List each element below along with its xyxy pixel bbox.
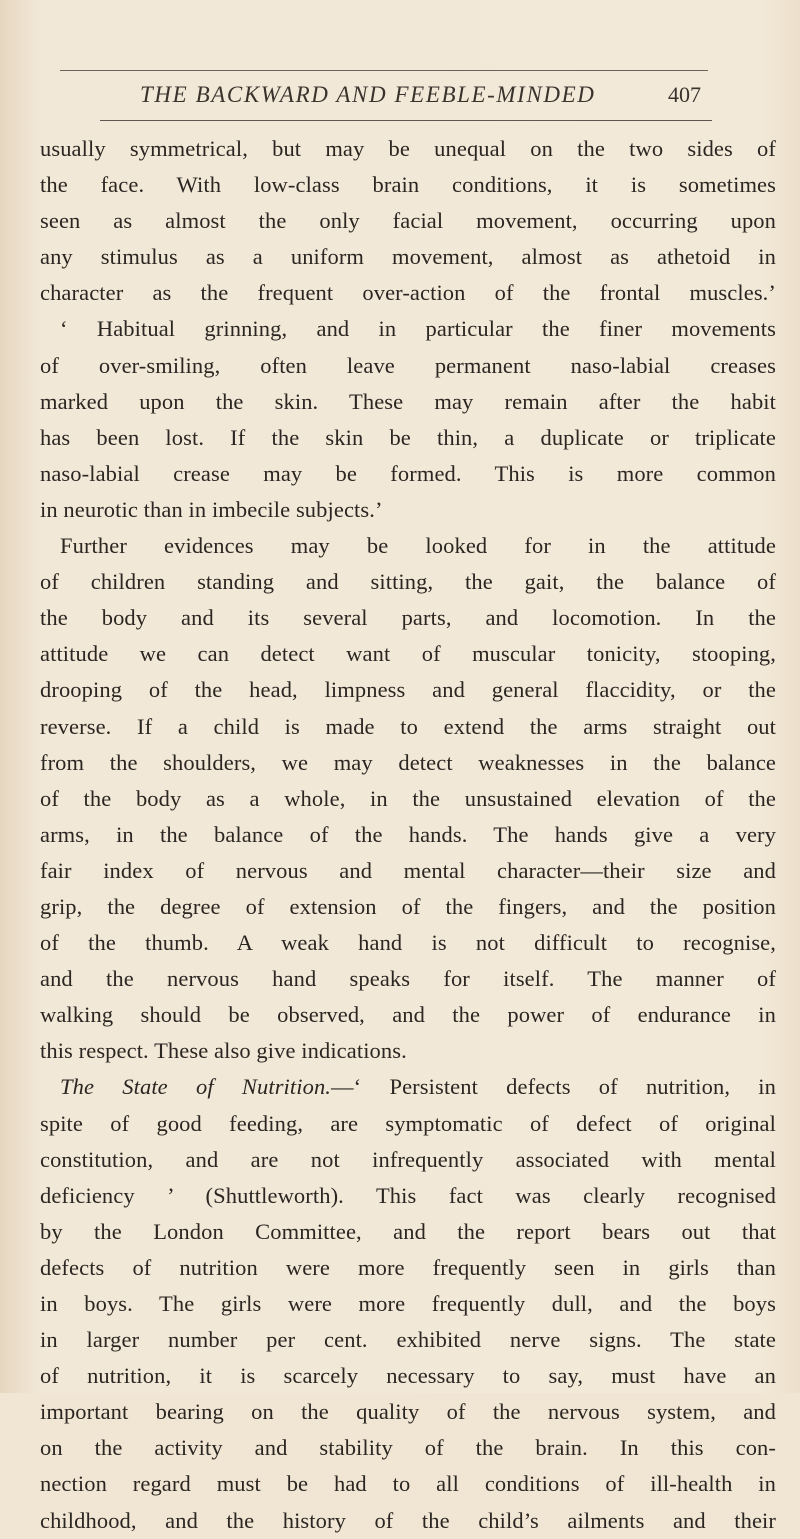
text-line: of the body as a whole, in the unsustained elevation of the — [40, 785, 776, 811]
text-line: reverse. If a child is made to extend the arms straight out — [40, 713, 776, 739]
text-line: by the London Committee, and the report bears out that — [40, 1218, 776, 1244]
running-head-title: THE BACKWARD AND FEEBLE-MINDED — [140, 82, 596, 107]
text-line: of children standing and sitting, the gait, the balance of — [40, 569, 776, 595]
text-line: nection regard must be had to all conditions of ill-health in — [40, 1471, 776, 1497]
text-line: walking should be observed, and the power of endurance in — [40, 1002, 776, 1028]
text-line: usually symmetrical, but may be unequal on the two sides of — [40, 136, 776, 161]
text-line: childhood, and the history of the child’s ailments and their — [40, 1507, 776, 1533]
text-line: attitude we can detect want of muscular tonicity, stooping, — [40, 641, 776, 667]
text-line: marked upon the skin. These may remain after the habit — [40, 388, 776, 414]
body-text — [40, 131, 776, 1539]
text-line: the face. With low-class brain conditions, it is sometimes — [40, 172, 776, 198]
text-line: important bearing on the quality of the nervous system, and — [40, 1399, 776, 1425]
text-line: in larger number per cent. exhibited nerve signs. The state — [40, 1327, 776, 1353]
running-head — [0, 60, 800, 120]
header-rule-bottom — [100, 120, 712, 121]
text-line: drooping of the head, limpness and general flaccidity, or the — [40, 677, 776, 703]
text-line: defects of nutrition were more frequently seen in girls than — [40, 1254, 776, 1280]
text-line: of over-smiling, often leave permanent naso-labial creases — [40, 352, 776, 378]
page-number: 407 — [668, 82, 701, 107]
header-rule-top — [60, 70, 708, 71]
text-line: and the nervous hand speaks for itself. The manner of — [40, 966, 776, 992]
text-line: this respect. These also give indications. — [40, 1038, 407, 1064]
text-line: has been lost. If the skin be thin, a duplicate or triplicate — [40, 424, 776, 450]
text-line: on the activity and stability of the brain. In this con- — [40, 1435, 776, 1461]
section-heading: The State of Nutrition. — [60, 1074, 332, 1100]
text-line: the body and its several parts, and locomotion. In the — [40, 605, 776, 631]
text-line: grip, the degree of extension of the fingers, and the position — [40, 893, 776, 919]
text-line: fair index of nervous and mental character—their size and — [40, 857, 776, 883]
text-line: of nutrition, it is scarcely necessary to say, must have an — [40, 1363, 776, 1389]
text-line: arms, in the balance of the hands. The hands give a very — [40, 821, 776, 847]
text-line: spite of good feeding, are symptomatic of defect of original — [40, 1110, 776, 1136]
text-line: of the thumb. A weak hand is not difficult to recognise, — [40, 930, 776, 956]
text-line: character as the frequent over-action of the frontal muscles.’ — [40, 280, 776, 306]
text-line: Further evidences may be looked for in the attitude — [60, 533, 776, 559]
text-line: from the shoulders, we may detect weaknesses in the balance — [40, 749, 776, 775]
text-line: seen as almost the only facial movement, occurring upon — [40, 208, 776, 234]
text-line: deficiency ’ (Shuttleworth). This fact was clearly recognised — [40, 1182, 776, 1208]
text-line: naso-labial crease may be formed. This is more common — [40, 460, 776, 486]
text-line: any stimulus as a uniform movement, almost as athetoid in — [40, 244, 776, 270]
text-run: —‘ Persistent defects of nutrition, in — [331, 1074, 776, 1100]
text-line: ‘ Habitual grinning, and in particular the finer movements — [60, 316, 776, 342]
text-line: constitution, and are not infrequently associated with mental — [40, 1146, 776, 1172]
text-line: in boys. The girls were more frequently dull, and the boys — [40, 1291, 776, 1316]
text-line-with-heading — [40, 1069, 776, 1105]
text-line: in neurotic than in imbecile subjects.’ — [40, 496, 383, 522]
